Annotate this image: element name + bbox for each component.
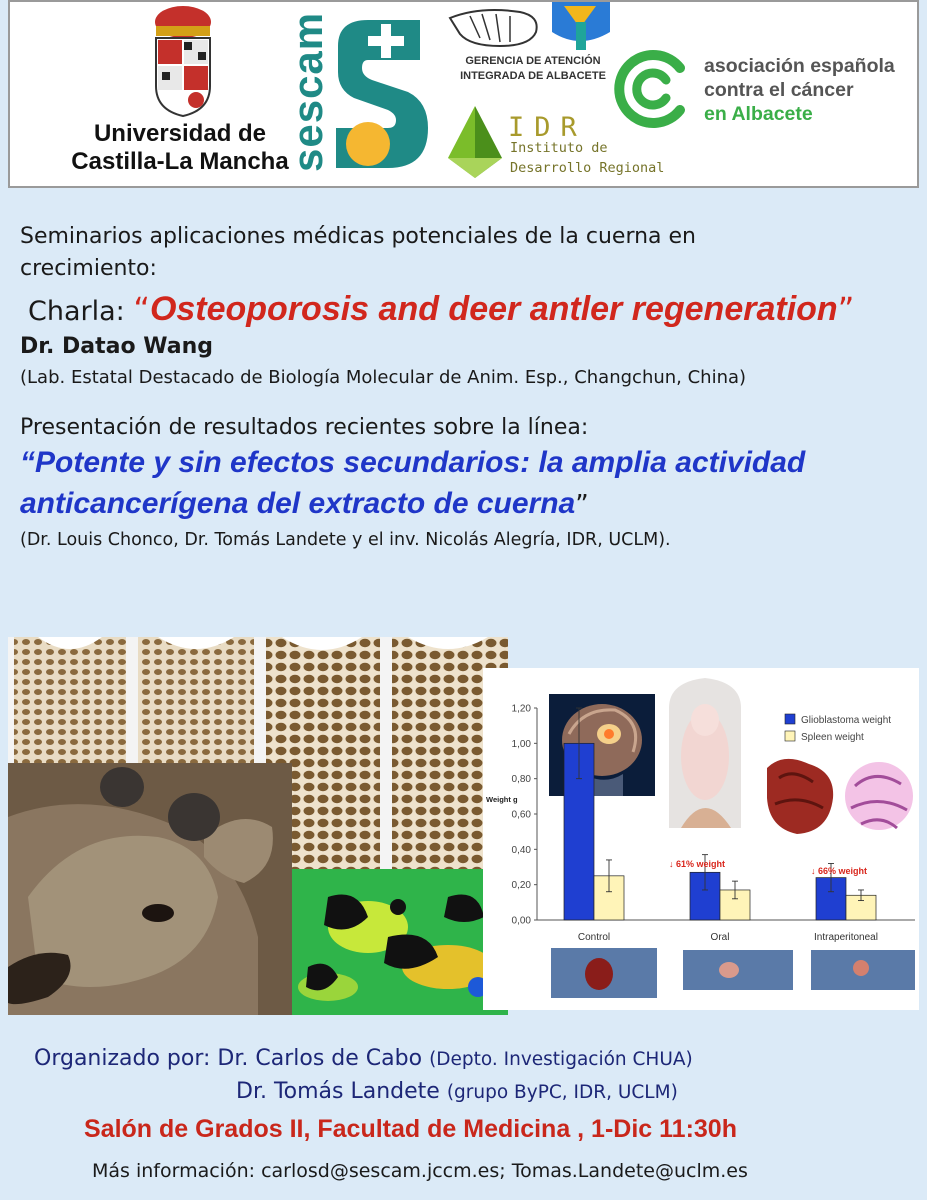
annotation-ip: [811, 866, 867, 876]
y-tick-label: 0,80: [511, 774, 531, 786]
organized-label: Organizado por:: [34, 1046, 211, 1071]
y-tick-label: 0,00: [511, 915, 531, 927]
annotation-oral-text: ↓ 61% weight: [669, 859, 726, 869]
gerencia-name: GERENCIA DE ATENCIÓN INTEGRADA DE ALBACETE: [460, 55, 606, 82]
presentation-title-line2: anticancerígena del extracto de cuerna”: [20, 487, 589, 520]
histology-image: [845, 762, 913, 830]
organizer2-name: Dr. Tomás Landete: [236, 1079, 440, 1104]
organizer2-affiliation: (grupo ByPC, IDR, UCLM): [446, 1082, 678, 1103]
coat-of-arms-icon: [50, 2, 290, 122]
talk-prefix: Charla:: [28, 296, 125, 327]
y-tick-label: 1,00: [511, 738, 531, 750]
legend-label-spleen: Spleen weight: [801, 732, 864, 743]
chart-legend: [785, 714, 891, 743]
organizer-line2: [236, 1079, 678, 1104]
x-category-label: Intraperitoneal: [814, 932, 878, 943]
aecc-line3: en Albacete: [704, 103, 813, 125]
talk-title: Osteoporosis and deer antler regeneration: [149, 290, 838, 328]
y-tick-label: 0,40: [511, 844, 531, 856]
presentation-title-text1: Potente y sin efectos secundarios: la amplia actividad: [35, 446, 806, 479]
mouse-image: [669, 678, 741, 828]
deer-photo: [8, 763, 292, 1015]
photo-collage-art: [8, 637, 508, 1015]
sescam-wordmark: sescam: [284, 11, 331, 172]
aecc-name: [704, 54, 895, 126]
aecc-logo-icon: [610, 46, 696, 132]
x-category-label: Control: [577, 932, 611, 943]
idr-abbrev: IDR: [508, 112, 587, 143]
aecc-line2: contra el cáncer: [704, 79, 854, 101]
idr-name: [510, 138, 664, 178]
speaker-affiliation: (Lab. Estatal Destacado de Biología Molecular de Anim. Esp., Changchun, China): [20, 367, 747, 388]
chart-panel: [483, 668, 919, 1010]
spleen-image: [761, 754, 841, 838]
legend-swatch-glioblastoma: [785, 714, 795, 724]
series-title-line2: crecimiento:: [20, 256, 157, 281]
y-tick-label: 1,20: [511, 703, 531, 715]
organizer1-name: Dr. Carlos de Cabo: [217, 1046, 423, 1071]
photo-collage: [8, 637, 508, 1015]
uclm-logo: [50, 2, 290, 188]
talk-line: Charla: “Osteoporosis and deer antler regeneration”: [28, 290, 855, 328]
university-name: Universidad de Castilla-La Mancha: [71, 120, 289, 175]
gerencia-logo-icon: [440, 2, 610, 54]
presenters: (Dr. Louis Chonco, Dr. Tomás Landete y el inv. Nicolás Alegría, IDR, UCLM).: [20, 530, 671, 550]
presentation-title-line1: “Potente y sin efectos secundarios: la amplia actividad: [20, 446, 806, 479]
y-tick-label: 0,20: [511, 880, 531, 892]
sescam-s-logo-icon: [328, 16, 432, 176]
organizer-line1: [34, 1046, 693, 1071]
bone-density-map: [292, 869, 508, 1015]
annotation-ip-text: ↓ 66% weight: [811, 866, 868, 876]
y-tick-label: 0,60: [511, 809, 531, 821]
legend-swatch-spleen: [785, 731, 795, 741]
series-title-line1: Seminarios aplicaciones médicas potenciales de la cuerna en: [20, 224, 696, 249]
bar-chart: [483, 668, 919, 1010]
venue: Salón de Grados II, Facultad de Medicina , 1-Dic 11:30h: [84, 1115, 737, 1143]
speaker-name: Dr. Datao Wang: [20, 334, 213, 359]
annotation-oral: [669, 859, 725, 869]
idr-pyramid-icon: [444, 102, 506, 182]
presentation-title-text2: anticancerígena del extracto de cuerna: [20, 487, 576, 520]
tumor-photos: [551, 948, 915, 998]
contact-info: Más información: carlosd@sescam.jccm.es; Tomas.Landete@uclm.es: [92, 1160, 748, 1182]
legend-label-glioblastoma: Glioblastoma weight: [801, 715, 892, 726]
idr-name-line1: Instituto de: [510, 140, 608, 156]
x-category-label: Oral: [710, 932, 730, 943]
y-axis-label: Weight g: [486, 795, 518, 804]
idr-name-line2: Desarrollo Regional: [510, 160, 665, 176]
presentation-intro: Presentación de resultados recientes sobre la línea:: [20, 415, 589, 440]
logo-banner: [8, 0, 919, 188]
organizer1-affiliation: (Depto. Investigación CHUA): [429, 1049, 693, 1070]
aecc-line1: asociación española: [704, 55, 895, 77]
